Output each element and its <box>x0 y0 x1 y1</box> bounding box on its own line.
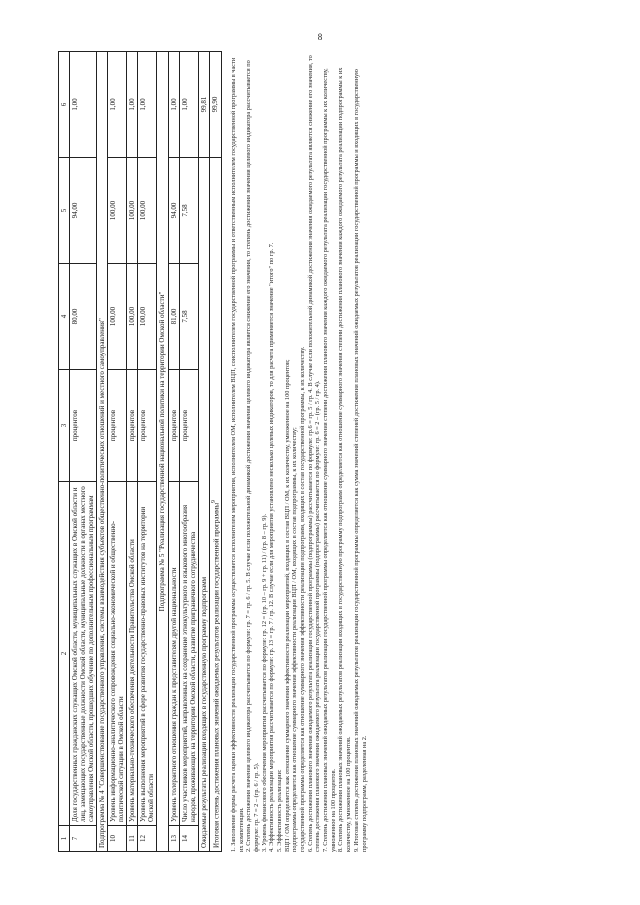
actual-value: 100,00 <box>108 158 127 264</box>
footnote: 9. Итоговая степень достижения плановых значений ожидаемых результатов реализации государственной программы определяется как сумма значений степеней достижения плановых значений ожидаемых результатов реализации государственной программы и входящих в государственную программу подпрограмм, разделенная на 2. <box>352 69 368 852</box>
subprogram-row <box>157 52 168 852</box>
row-number: 12 <box>138 826 157 852</box>
unit-cell: процентов <box>70 370 97 482</box>
rotated-landscape-content <box>58 52 578 852</box>
header-cell: 5 <box>59 158 70 264</box>
indicator-name: Уровень информационно-аналитического сопровождения социально-экономической и общественно-политической ситуации в Омской области <box>108 482 127 826</box>
actual-value: 94,00 <box>168 158 179 264</box>
header-cell: 6 <box>59 52 70 158</box>
row-number: 7 <box>70 826 97 852</box>
planned-value: 100,00 <box>138 264 157 370</box>
total-label-cell <box>209 158 221 852</box>
table-row <box>168 52 179 852</box>
actual-value: 7,58 <box>179 158 198 264</box>
total-label: Итоговая степень достижения плановых значений ожидаемых результатов реализации государственной программы <box>212 502 221 848</box>
table-row <box>138 52 157 852</box>
row-number: 11 <box>127 826 138 852</box>
footnote: 1. Заполнение формы расчета оценки эффективности реализации государственной программы осуществляется исполнителем мероприятия, исполнителем ОМ, исполнителем ВЦП, соисполнителем государственной программы и ответственным исполнителем государственной программы в части их компетенции. <box>230 57 245 852</box>
table-row <box>108 52 127 852</box>
actual-value: 100,00 <box>127 158 138 264</box>
page-number: 8 <box>317 32 323 42</box>
total-row <box>209 52 221 852</box>
planned-value: 7,58 <box>179 264 198 370</box>
achievement-degree: 1,00 <box>127 52 138 158</box>
indicator-name: Уровень выполнения мероприятий в сфере развития государственно-правовых институтов на территории Омской области <box>138 482 157 826</box>
expected-results-label: Ожидаемые результаты реализации входящих в государственную программу подпрограмм <box>198 158 209 852</box>
indicator-name: Уровень толерантного отношения граждан к представителям другой национальности <box>168 482 179 826</box>
header-cell: 1 <box>59 826 70 852</box>
indicator-name: Уровень материально-технического обеспечения деятельности Правительства Омской области <box>127 482 138 826</box>
total-value: 99,90 <box>209 52 221 158</box>
expected-results-value: 99,81 <box>198 52 209 158</box>
planned-value: 100,00 <box>108 264 127 370</box>
footnote: 4. Эффективность реализации мероприятия рассчитывается по формуле: гр. 13 = гр. 7 / гр. 12. В случае если для мероприятия установлено несколько целевых индикаторов, то для расчета применяется значение "итого" по гр. 7. <box>268 242 276 852</box>
subprogram-5-title: Подпрограмма № 5 "Реализация государственной национальной политики на территории Омской области" <box>157 52 168 852</box>
row-number: 14 <box>179 826 198 852</box>
table-row <box>179 52 198 852</box>
header-cell: 4 <box>59 264 70 370</box>
unit-cell: процентов <box>138 370 157 482</box>
footnote: 7. Степень достижения плановых значений ожидаемых результатов реализации государственной программы определяется как отношение суммарного значения степени достижения планового значения каждого ожидаемого результата реализации государственной программы к их количеству, умноженное на 100 процентов. <box>322 68 337 852</box>
footnote: 2. Степень достижения значения целевого индикатора рассчитывается по формуле: гр. 7 = гр. 6 / гр. 5. В случае если положительной динамикой достижения значения целевого индикатора является снижение его значения, то степень достижения значения целевого индикатора рассчитывается по формуле: гр. 7 = 2 – (гр. 6 / гр. 5). <box>245 60 261 852</box>
footnote: подпрограммы определяется как отношение суммарного значения эффективности реализации ВЦП / ОМ, входящих в состав подпрограммы, к их количеству; <box>291 427 299 852</box>
footnotes <box>230 52 368 852</box>
total-footnote-ref: 9 <box>210 500 217 503</box>
table-row <box>70 52 97 852</box>
planned-value: 100,00 <box>127 264 138 370</box>
planned-value: 80,00 <box>70 264 97 370</box>
table-row <box>127 52 138 852</box>
results-table <box>58 51 222 852</box>
achievement-degree: 1,00 <box>138 52 157 158</box>
achievement-degree: 1,00 <box>179 52 198 158</box>
unit-cell: процентов <box>108 370 127 482</box>
row-number: 13 <box>168 826 179 852</box>
indicator-name: Число участников мероприятий, направленных на сохранение этнокультурного и языкового многообразия народов, проживающих на территории Омской области, развитие приграничного сотрудничества <box>179 482 198 826</box>
indicator-name: Доля государственных гражданских служащих Омской области, муниципальных служащих в Омской области и лиц, замещающих государственные должности Омской области, муниципальные должности в органах местного самоуправления Омской области, прошедших обучение по дополнительным профессиональным программам <box>70 482 97 826</box>
footnote: 6. Степень достижения планового значения ожидаемого результата реализации государственной программы (подпрограммы) рассчитывается по формуле: гр.6 = гр. 5 / гр. 4. В случае если положительной динамикой достижения значения ожидаемого результата является снижение его значения, то степень достижения планового значения ожидаемого результата реализации государственной программы (подпрограммы) рассчитывается по формуле: гр. 6 = 2 – (гр. 5 / гр. 4). <box>306 55 322 852</box>
footnote: 3. Уровень финансового обеспечения мероприятия рассчитывается по формуле: гр. 12 = (гр. 10 – гр. 9 + гр. 11) / (гр. 8 – гр. 9). <box>260 513 268 852</box>
actual-value: 94,00 <box>70 158 97 264</box>
achievement-degree: 1,00 <box>168 52 179 158</box>
footnote: 5. Эффективность реализации: <box>276 769 284 852</box>
actual-value: 100,00 <box>138 158 157 264</box>
row-number: 10 <box>108 826 127 852</box>
achievement-degree: 1,00 <box>108 52 127 158</box>
subprogram-row <box>97 52 108 852</box>
unit-cell: процентов <box>179 370 198 482</box>
unit-cell: процентов <box>168 370 179 482</box>
table-header-row <box>59 52 70 852</box>
header-cell: 3 <box>59 370 70 482</box>
planned-value: 81,00 <box>168 264 179 370</box>
header-cell: 2 <box>59 482 70 826</box>
subprogram-4-title: Подпрограмма № 4 "Совершенствование государственного управления, системы взаимодействия субъектов общественно-политических отношений и местного самоуправления" <box>97 52 108 852</box>
expected-results-row <box>198 52 209 852</box>
footnote: ВЦП / ОМ определяется как отношение суммарного значения эффективности реализации мероприятий, входящих в состав ВЦП / ОМ, к их количеству, умноженное на 100 процентов; <box>283 359 291 852</box>
achievement-degree: 1,00 <box>70 52 97 158</box>
unit-cell: процентов <box>127 370 138 482</box>
footnote: государственной программы определяется как отношение суммарного значения эффективности реализации подпрограмм, входящих в состав государственной программы, к их количеству. <box>299 346 307 852</box>
footnote: 8. Степень достижения плановых значений ожидаемых результатов реализации входящих в государственную программу подпрограмм определяется как отношение суммарного значения степени достижения планового значения каждого ожидаемого результата реализации подпрограммы к их количеству, умноженное на 100 процентов. <box>337 67 353 852</box>
